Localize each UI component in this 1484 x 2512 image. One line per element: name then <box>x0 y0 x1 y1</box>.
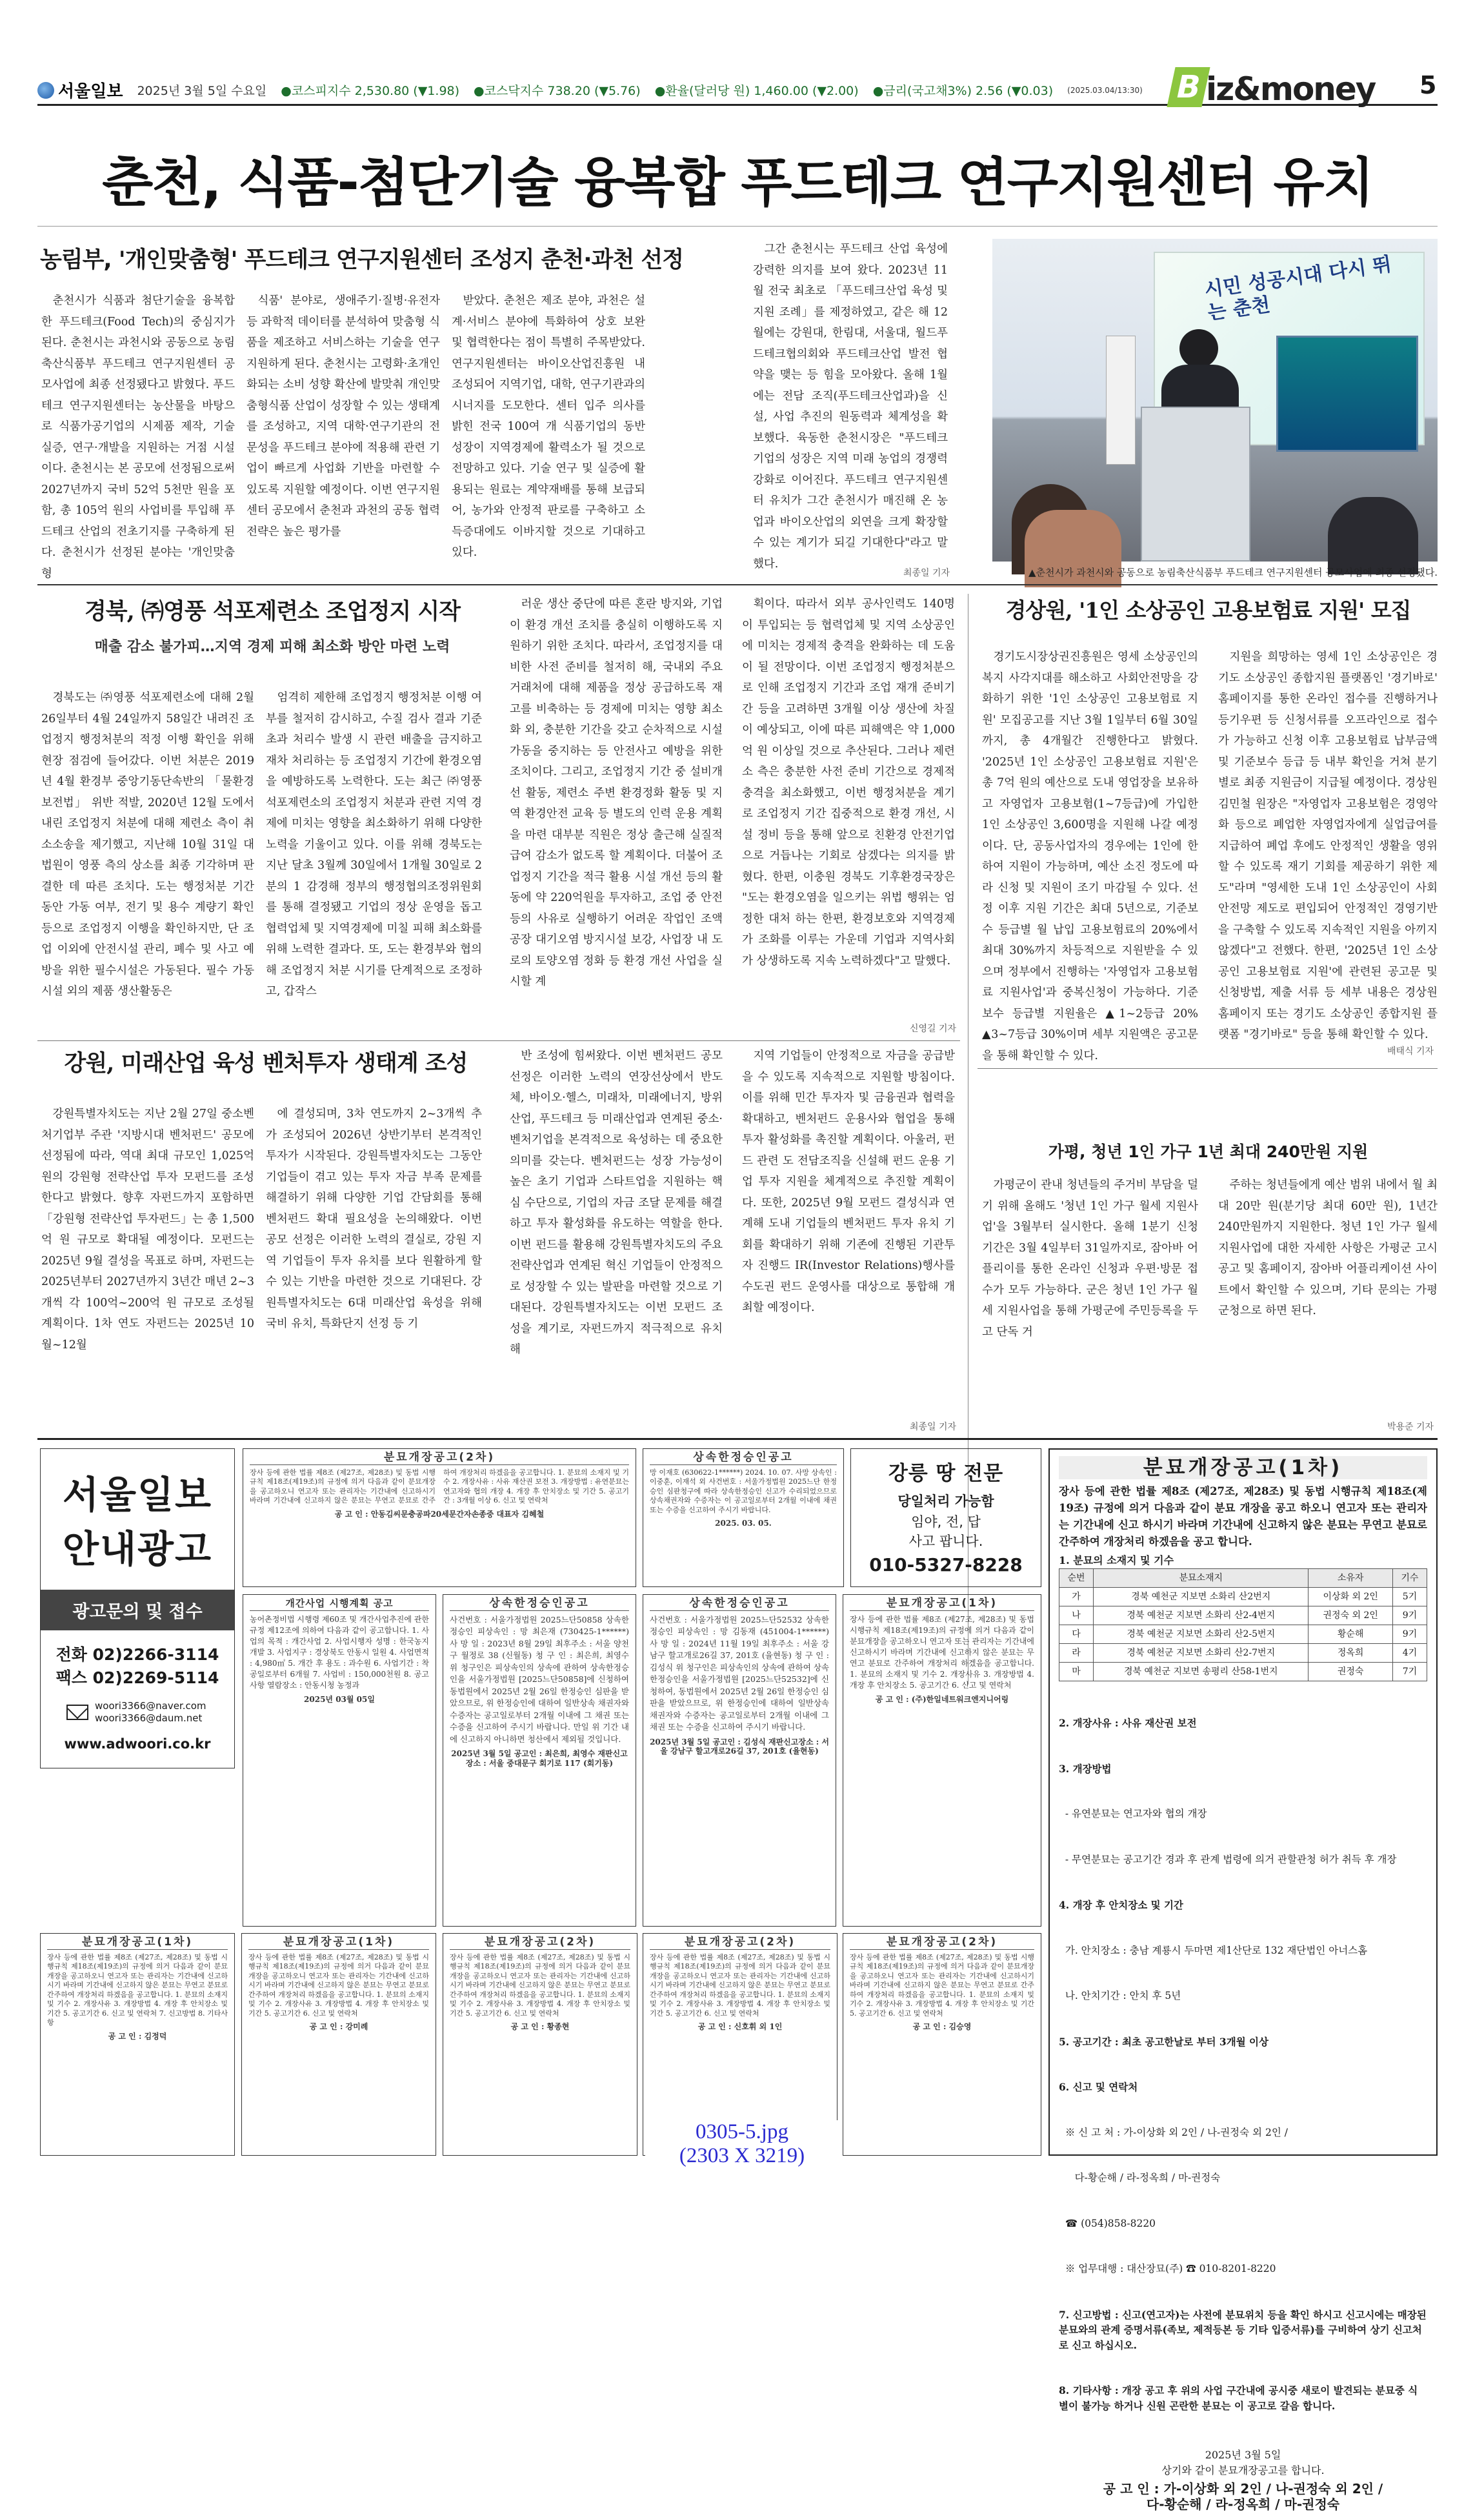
main-text-1: 춘천시가 식품과 첨단기술을 융복합한 푸드테크(Food Tech)의 중심지가 된다. 춘천시는 과천시와 공동으로 농림축산식품부 푸드테크 연구지원센터 공모사업에 최종 선정됐다고 밝혔다. 푸드테크 연구지원센터는 농산물을 바탕으로 식품가공기업의 시제품 제작, 기술 실증, 연구·개발을 지원하는 거점 시설이다. 춘천시는 본 공모에 선정됨으로써 2027년까지 국비 52억 5천만 원을 포함, 총 105억 원의 사업비를 투입해 푸드테크 산업의 전초기지를 구축하게 된다. 춘천시가 선정된 분야는 '개인맞춤형 <box>41 294 235 580</box>
ad-title: 분묘개장공고(1차) <box>47 1938 228 1950</box>
burial-item: 8. 기타사항 : 개장 공고 후 위의 사업 구간내에 공시중 새로이 발견되는 분묘중 식별이 불가능 하거나 신원 곤란한 분묘는 이 공고로 갈음 합니다. <box>1059 2384 1418 2412</box>
table-row: 다 경북 예천군 지보면 소화리 산2-5번지 황순해 9기 <box>1059 1625 1427 1644</box>
ad-burial-main <box>1048 1448 1438 2512</box>
ad-signer: 2025. 03. 05. <box>715 1519 772 1528</box>
table-row: 나 경북 예천군 지보면 소화리 산2-4번지 권정숙 외 2인 9기 <box>1059 1606 1427 1625</box>
gangwon-col-4 <box>742 1046 955 1413</box>
ad-guide-email-row <box>66 1700 234 1725</box>
burial-item: 7. 신고방법 : 신고(연고자)는 사전에 분묘위치 등을 확인 하시고 신고시에는 매장된 분묘와의 관계 증명서류(족보, 제적등본 등 기타 입증서류)를 구비하여 상기 신고처로 신고 하십시오. <box>1059 2308 1430 2351</box>
ad-signer: 공 고 인 : 황종현 <box>510 2022 570 2031</box>
ad-body: 장사 등에 관한 법률 제8조 (제27조, 제28조) 및 동법 시행규칙 제18조(제19조)의 규정에 의거 다음과 같이 분묘개장을 공고하오니 연고자 또는 관리자는 기간내에 신고하시기 바라며 기간내에 신고하지 않은 분묘는 무연고 분묘로 간주하여 개장처리 하겠음을 공고합니다. 1. 분묘의 소재지 및 기수 2. 개장사유 3. 개장방법 4. 개장 후 안치장소 5. 공고기간 6. 신고 및 연락처 <box>850 1614 1034 1690</box>
burial-item: 4. 개장 후 안치장소 및 기간 <box>1059 1899 1183 1911</box>
gangneung-sub: 당일처리 가능함 <box>897 1494 994 1509</box>
gangwon-col-1 <box>41 1104 254 1433</box>
ad-guide-email2[interactable]: woori3366@daum.net <box>95 1712 203 1724</box>
main-col-1 <box>41 290 235 580</box>
scan-footer <box>645 2120 839 2169</box>
gyeongbuk-bottom-rule <box>37 1040 960 1041</box>
main-bottom-rule <box>37 584 1438 585</box>
ad-title: 분묘개장공고(1차) <box>850 1599 1034 1611</box>
ad-guide-contact-title: 광고문의 및 접수 <box>41 1590 234 1630</box>
ad-title: 분묘개장공고(2차) <box>850 1938 1034 1950</box>
section-logo-b: B <box>1167 67 1210 107</box>
burial-main-items <box>1059 1685 1430 2444</box>
gyeongbuk-text-3: 러운 생산 중단에 따른 혼란 방지와, 기업이 환경 개선 조치를 충실히 이행하도록 지원하기 위한 조치다. 따라서, 조업정지를 대비한 사전 준비를 철저히 해, 국내외 주요 거래처에 대해 제품을 정상 공급하도록 재고를 비축하는 등 경제에 미치는 영향 최소화 외, 충분한 기간을 갖고 순차적으로 시설 가동을 중지하는 등 안전사고 예방을 위한 조치이다. 그리고, 조업정지 기간 중 설비개선 활동, 제련소 주변 환경정화 활동 및 지역 환경안전 교육 등 별도의 인력 운용 계획을 마련 대부분 직원은 정상 출근해 실질적 급여 감소가 없도록 할 계획이다. 더불어 조업정지 기간을 적극 활용 시설 개선 등의 활동에 약 220억원을 투자하고, 조업 중 안전 등의 사유로 실행하기 어려운 작업인 조액공장 대기오염 방지시설 보강, 사업장 내 도로의 토양오염 정화 등 환경 개선 사업을 실시할 계 <box>510 598 723 988</box>
ad-body: 장사 등에 관한 법률 제8조 (제27조, 제28조) 및 동법 시행규칙 제18조(제19조)의 규정에 의거 다음과 같이 분묘개장을 공고하오니 연고자 또는 관리자는 기간내에 신고하시기 바라며 기간내에 신고하지 않은 분묘는 무연고 분묘로 간주하여 개장처리 하겠음을 공고합니다. 1. 분묘의 소재지 및 기수 2. 개장사유 3. 개장방법 4. 개장 후 안치장소 및 기간 5. 공고기간 6. 신고 및 연락처 <box>450 1952 630 2018</box>
burial-item: 6. 신고 및 연락처 <box>1059 2081 1138 2093</box>
gangwon-col-2 <box>266 1104 482 1433</box>
burial-th: 분묘소재지 <box>1094 1569 1309 1588</box>
ad-signer: 공 고 인 : 안동김씨문충공파20세문간자손종중 대표자 김혜철 <box>334 1509 545 1519</box>
main-headline: 춘천, 식품-첨단기술 융복합 푸드테크 연구지원센터 유치 <box>102 152 1373 214</box>
photo-speaker <box>1179 329 1218 368</box>
ad-burial-b3 <box>443 1933 637 2156</box>
gyeongbuk-byline: 신영길 기자 <box>910 1024 957 1034</box>
burial-th: 순번 <box>1059 1569 1094 1588</box>
ad-title: 분묘개장공고(2차) <box>450 1938 630 1950</box>
photo-audience-3 <box>1328 497 1418 574</box>
gyeongbuk-title: 경북, ㈜영풍 석포제련소 조업정지 시작 <box>84 598 461 625</box>
burial-main-date: 2025년 3월 5일 <box>1205 2449 1281 2461</box>
gyeongbuk-col-3 <box>510 594 723 1033</box>
kosdaq-index: ●코스닥지수 738.20 (▼5.76) <box>474 84 641 98</box>
ad-body: 장사 등에 관한 법률 제8조 (제27조, 제28조) 및 동법 시행규칙 제18조(제19조)의 규정에 의거 다음과 같이 분묘개장을 공고하오니 연고자 또는 관리자는 기간내에 신고하시기 바라며 기간내에 신고하지 않은 분묘는 무연고 분묘로 간주하여 개장처리 하겠음을 공고합니다. 1. 분묘의 소재지 및 기수 2. 개장사유 3. 개장방법 4. 개장 후 안치장소 및 기간 5. 공고기간 6. 신고 및 연락처 <box>248 1952 429 2018</box>
ad-signer: 공 고 인 : 김승영 <box>912 2022 972 2031</box>
ad-gangneung <box>850 1448 1041 1587</box>
gyeonggi-title: 경상원, '1인 소상공인 고용보험료 지원' 모집 <box>1005 598 1411 623</box>
main-col-3 <box>452 290 645 562</box>
gangneung-phone[interactable]: 010-5327-8228 <box>869 1554 1023 1575</box>
mail-icon <box>66 1705 88 1720</box>
bond-rate: ●금리(국고채3%) 2.56 (▼0.03) <box>872 84 1054 98</box>
ad-burial-2nd-top <box>243 1448 636 1587</box>
ad-signer: 2025년 3월 5일 공고인 : 최은희, 최영수 재판신고장소 : 서울 중대문구 회기로 117 (회기동) <box>451 1749 628 1768</box>
ad-title: 상속한정승인공고 <box>650 1453 837 1465</box>
photo-screen <box>1276 336 1418 452</box>
ad-title: 개간사업 시행계획 공고 <box>250 1599 429 1611</box>
ad-body: 장사 등에 관한 법률 제8조 (제27조, 제28조) 및 동법 시행규칙 제18조(제19조)의 규정에 의거 다음과 같이 분묘개장을 공고하오니 연고자 또는 관리자는 기간내에 신고하시기 바라며 기간내에 신고하지 않은 분묘는 무연고 분묘로 간주하여 개장처리 하겠음을 공고합니다. 1. 분묘의 소재지 및 기수 2. 개장사유 3. 개장방법 4. 개장 후 안치장소 및 기간 5. 공고기간 6. 신고 및 연락처 <box>650 1952 830 2018</box>
photo-banner-text: 시민 성공시대 다시 뛰는 춘천 <box>1203 252 1393 325</box>
ad-guide-brand1: 서울일보 <box>62 1473 213 1517</box>
ad-body: 사건번호 : 서울가정법원 2025느단50858 상속한정승인 피상속인 : 망 최은재 (730425-1******) 사 망 일 : 2023년 8월 29일 최후주소 : 서울 양천구 월정로 38 (신월동) 청 구 인 : 최은희, 최영수 위 청구인은 피상속인의 상속에 관하여 상속한정승인을 서울가정법원 [2025느단50858]에 신청하여 동법원에서 2025년 2월 26일 한정승인 심판을 받았으므로, 위 한정승인에 대하여 일반상속 채권자와 수증자는 공고일로부터 2개월 이내에 그 채권 또는 수증을 신고하여 주시기 바랍니다. 만일 위 기간 내에 신고하지 아니하면 청산에서 제외될 것입니다. <box>450 1614 629 1744</box>
gyeonggi-byline: 배태식 기자 <box>1387 1046 1434 1057</box>
ad-signer: 공 고 인 : (주)한일네트워크엔지니어링 <box>875 1694 1009 1704</box>
ad-signer: 2025년 3월 5일 공고인 : 김성식 재판신고장소 : 서울 강남구 할고개로26길 37, 201호 (율현동) <box>650 1737 829 1756</box>
table-row: 마 경북 예천군 지보면 송평리 산58-1번지 권정숙 7기 <box>1059 1663 1427 1681</box>
gapyeong-title: 가평, 청년 1인 가구 1년 최대 240만원 지원 <box>1048 1142 1369 1161</box>
burial-item: ※ 신 고 처 : 가-이상화 외 2인 / 나-권정숙 외 2인 / <box>1059 2126 1288 2138</box>
gyeonggi-text-1: 경기도시장상권진흥원은 영세 소상공인의 복지 사각지대를 해소하고 사회안전망을 강화하기 위한 '1인 소상공인 고용보험료 지원' 모집공고를 지난 3월 1일부터 6월 30일까지, 총 4개월간 진행한다고 밝혔다. '2025년 1인 소상공인 고용보험료 지원'은 총 7억 원의 예산으로 도내 영업장을 보유하고 자영업자 고용보험(1~7등급)에 가입한 1인 소상공인 3,600명을 지원해 나갈 예정이다. 단, 공동사업자의 경우에는 1인에 한하여 지원이 가능하며, 예산 소진 정도에 따라 신청 및 지원이 조기 마감될 수 있다. 선정 이후 지원 기간은 최대 5년으로, 기준보수 등급별 월 납입 고용보험료의 20%에서 최대 30%까지 차등적으로 지원받을 수 있으며 정부에서 진행하는 '자영업자 고용보험료 지원사업'과 중복신청이 가능하다. 기준보수 등급별 지원율은 ▲1~2등급 20% ▲3~7등급 30%이며 세부 지원액은 공고문을 통해 확인할 수 있다. <box>982 651 1198 1062</box>
gangwon-byline: 최종일 기자 <box>910 1422 957 1432</box>
ad-inheritance-1 <box>443 1594 636 1927</box>
gangwon-text-1: 강원특별자치도는 지난 2월 27일 중소벤처기업부 주관 '지방시대 벤처펀드' 공모에 선정됨에 따라, 역대 최대 규모인 1,025억 원의 강원형 전략산업 투자 모펀드를 조성한다고 밝혔다. 향후 자펀드까지 포함하면 「강원형 전략산업 투자펀드」는 총 1,500억 원 규모로 확대될 예정이다. 모펀드는 2025년 9월 결성을 목표로 하며, 자펀드는 2025년부터 2027년까지 3년간 매년 2~3개씩 각 100억~200억 원 규모로 조성될 계획이다. 1차 연도 자펀드는 2025년 10월~12월 <box>41 1108 254 1352</box>
burial-item: 다-황순해 / 라-정옥희 / 마-권정숙 <box>1059 2172 1221 2183</box>
burial-item: 가. 안치장소 : 충남 계룡시 두마면 제1산단로 132 재단법인 아너스홈 <box>1059 1944 1368 1956</box>
section-logo <box>1171 54 1375 107</box>
main-subhead: 농림부, '개인맞춤형' 푸드테크 연구지원센터 조성지 춘천·과천 선정 <box>40 247 684 273</box>
ad-reclamation-plan <box>243 1594 436 1927</box>
ad-body: 장사 등에 관한 법률 제8조 (제27조, 제28조) 및 동법 시행규칙 제18조(제19조)의 규정에 의거 다음과 같이 분묘개장을 공고하오니 연고자 또는 관리자는 기간내에 신고하시기 바라며 기간내에 신고하지 않은 분묘는 무연고 분묘로 간주하여 개장처리 하겠음을 공고합니다. 1. 분묘의 소재지 및 기수 2. 개장사유 3. 개장방법 4. 개장 후 안치장소 및 기간 5. 공고기간 6. 신고 및 연락처 <box>850 1952 1034 2018</box>
gangwon-text-3: 반 조성에 힘써왔다. 이번 벤처펀드 공모 선정은 이러한 노력의 연장선상에서 반도체, 바이오·헬스, 미래차, 미래에너지, 방위산업, 푸드테크 등 미래산업과 연계된 중소·벤처기업을 본격적으로 육성하는 데 중요한 의미를 갖는다. 벤처펀드는 성장 가능성이 높은 초기 기업과 스타트업을 지원하는 핵심 수단으로, 기업의 자금 조달 문제를 해결하고 투자 활성화를 유도하는 역할을 한다. 이번 펀드를 활용해 강원특별자치도의 주요 전략산업과 연계된 혁신 기업들이 안정적으로 성장할 수 있는 발판을 마련할 것으로 기대된다. 강원특별자치도는 이번 모펀드 조성을 계기로, 자펀드까지 적극적으로 유치해 <box>510 1049 723 1356</box>
scan-filename-text: 0305-5.jpg <box>696 2120 788 2143</box>
gangneung-line: 임야, 전, 답 <box>911 1514 981 1530</box>
ad-burial-b2 <box>241 1933 436 2156</box>
ad-burial-b1 <box>40 1933 235 2156</box>
market-timestamp: (2025.03.04/13:30) <box>1067 85 1143 95</box>
burial-item: ☎ (054)858-8220 <box>1059 2217 1156 2229</box>
ad-body: 망 이재호 (630622-1******) 2024. 10. 07. 사망 상속인 : 이중훈, 이재석 외 사건번호 : 서울가정법원 2025느단 한정승인 심판청구에 따라 상속한정승인 신고가 수리되었으므로 상속채권자와 수증자는 이 공고일로부터 2개월 이내에 채권 또는 수증을 신고하여 주시기 바랍니다. <box>650 1468 837 1514</box>
gyeongbuk-text-4: 획이다. 따라서 외부 공사인력도 140명이 투입되는 등 협력업체 및 지역 소상공인에 미치는 경제적 충격을 완화하는 데 도움이 될 전망이다. 이번 조업정지 행정처분으로 인해 조업정지 기간과 조업 재개 준비기간 등을 고려하면 3개월 이상 생산에 차질이 예상되고, 이에 따른 피해액은 약 1,000억 원 이상일 것으로 추산된다. 그러나 제련소 측은 충분한 사전 준비 기간으로 경제적 충격을 최소화했고, 이번 행정처분을 계기로 조업정지 기간 집중적으로 환경 개선, 시설 정비 등을 통해 앞으로 친환경 안전기업으로 거듭나는 기회로 삼겠다는 의지를 밝혔다. 한편, 이충원 경북도 기후환경국장은 "도는 환경오염을 일으키는 위법 행위는 엄정한 대처 하는 한편, 환경보호와 지역경제가 조화를 이루는 가운데 기업과 지역사회가 상생하도록 지속 노력하겠다"고 말했다. <box>742 598 955 967</box>
gyeongbuk-col-2 <box>266 687 482 1036</box>
gyeongbuk-text-2: 엄격히 제한해 조업정지 행정처분 이행 여부를 철저히 감시하고, 수질 검사 결과 기준 초과 처리수 발생 시 관련 배출을 금지하고 재차 처리하는 등 조업정지 기간에 환경오염을 예방하도록 노력한다. 도는 최근 ㈜영풍 석포제련소의 조업정지 처분과 관련 지역 경제에 미치는 영향을 최소화하기 위해 다양한 노력을 기울이고 있다. 이를 위해 경북도는 지난 달초 3월께 30일에서 1개월 30일로 2분의 1 감경해 정부의 행정협의조정위원회를 통해 결정됐고 기업의 정상 운영을 돕고 협력업체 및 지역경제에 미칠 피해 최소화를 위해 노력한 결과다. 또, 도는 환경부와 협의해 조업정지 처분 시기를 단계적으로 조정하고, 갑작스 <box>266 691 482 998</box>
ad-title: 분묘개장공고(2차) <box>650 1938 830 1950</box>
burial-main-intro: 장사 등에 관한 법률 제8조 (제27조, 제28조) 및 동법 시행규칙 제18조(제19조) 규정에 의거 다음과 같이 분묘 개장을 공고 하오니 연고자 또는 관리자는 기간내에 신고 하시기 바라며 기간내에 신고하지 않은 분묘는 무연고 분묘로 간주하여 개장처리 하겠음을 공고 합니다. <box>1059 1485 1427 1548</box>
burial-main-title: 분묘개장공고(1차) <box>1059 1456 1427 1479</box>
ad-guide-email1[interactable]: woori3366@naver.com <box>95 1700 206 1712</box>
page-number: 5 <box>1419 71 1437 99</box>
ad-body: 농어촌정비법 시행령 제60조 및 개간사업추진에 관한 규정 제12조에 의하여 다음과 같이 공고합니다. 1. 사업의 목적 : 개간사업 2. 사업시행자 성명 : 한국농지개발 3. 사업지구 : 경상북도 안동시 일원 4. 사업면적 : 4,980㎡ 5. 개간 후 용도 : 과수원 6. 사업기간 : 착공일로부터 6개월 7. 사업비 : 150,000천원 8. 공고사항 열람장소 : 안동시청 농정과 <box>250 1614 429 1690</box>
gangneung-title: 강릉 땅 전문 <box>888 1462 1004 1485</box>
ad-title: 상속한정승인공고 <box>450 1599 629 1611</box>
main-text-3: 받았다. 춘천은 제조 분야, 과천은 설계·서비스 분야에 특화하여 상호 보완 및 협력한다는 점이 특별히 주목받았다. 연구지원센터는 바이오산업진흥원 내 조성되어 지역기업, 대학, 연구기관과의 시너지를 도모한다. 센터 입주 의사를 밝힌 전국 100여 개 식품기업의 동반 성장이 지역경제에 활력소가 될 것으로 전망하고 있다. 기술 연구 및 실증에 활용되는 원료는 계약재배를 통해 보급되어, 농가와 안정적 판로를 구축하고 소득증대에도 이바지할 것으로 기대하고 있다. <box>452 294 645 559</box>
ad-signer: 2025년 03월 05일 <box>304 1694 375 1704</box>
scan-dims: (2303 X 3219) <box>679 2144 805 2167</box>
photo-flag <box>1106 336 1136 465</box>
gapyeong-text-2: 주하는 청년들에게 예산 범위 내에서 월 최대 20만 원(분기당 최대 60만 원), 1년간 240만원까지 지원한다. 청년 1인 가구 월세 지원사업에 대한 자세한 사항은 가평군 고시공고 및 홈페이지, 잠아바 어플리케이션 사이트에서 확인할 수 있으며, 기타 문의는 가평군청으로 하면 된다. <box>1218 1179 1438 1317</box>
ads-top-rule <box>37 1438 1438 1440</box>
photo-podium <box>1141 407 1250 562</box>
gangwon-title: 강원, 미래산업 육성 벤처투자 생태계 조성 <box>64 1050 468 1077</box>
section-logo-text: iz&money <box>1206 70 1376 108</box>
main-col-4 <box>753 239 948 571</box>
gyeongbuk-col-1 <box>41 687 254 1036</box>
main-text-4: 그간 춘천시는 푸드테크 산업 육성에 강력한 의지를 보여 왔다. 2023년 11월 전국 최초로 「푸드테크산업 육성 및 지원 조례」를 제정하였고, 같은 해 12월에는 강원대, 한림대, 서울대, 월드푸드테크협의회와 푸드테크산업 발전 협약을 맺는 등 힘을 모아왔다. 올해 1월에는 전담 조직(푸드테크산업과)을 신설, 사업 추진의 원동력과 체계성을 확보했다. 육동한 춘천시장은 "푸드테크 기업의 성장은 지역 미래 농업의 경쟁력 강화로 이어진다. 푸드테크 연구지원센터 유치가 그간 춘천시가 매진해 온 농업과 바이오산업의 외연을 크게 확장할 수 있는 계기가 되길 기대한다"라고 말했다. <box>753 243 948 571</box>
newspaper-logo <box>37 78 123 102</box>
ad-inheritance-2 <box>643 1594 836 1927</box>
ad-title: 분묘개장공고(1차) <box>248 1938 429 1950</box>
gyeongbuk-text-1: 경북도는 ㈜영풍 석포제련소에 대해 2월 26일부터 4월 24일까지 58일간 내려진 조업정지 행정처분의 적정 이행 확인을 위해 현장 점검에 들어갔다. 이번 처분은 2019년 4월 환경부 중앙기동단속반의 「물환경보전법」 위반 적발, 2020년 12월 도에서 내린 조업정지 처분에 대해 제련소 측이 취소소송을 제기했고, 지난해 10월 31일 대법원이 영풍 측의 상소를 최종 기각하며 판결한 데 따른 조치다. 도는 행정처분 기간 동안 가동 여부, 전기 및 용수 계량기 확인 등으로 조업정지 이행을 확인하지만, 단 조업 이외에 안전시설 관리, 폐수 및 사고 예방을 위한 필수시설은 가동된다. 필수 가동 시설 외의 제품 생산활동은 <box>41 691 254 998</box>
burial-main-owner: 공 고 인 : 가-이상화 외 2인 / 나-권정숙 외 2인 / <box>1103 2481 1383 2497</box>
ad-guide-brand2: 안내광고 <box>62 1527 213 1571</box>
gangwon-text-2: 에 결성되며, 3차 연도까지 2~3개씩 추가 조성되어 2026년 상반기부터 본격적인 투자가 시작된다. 강원특별자치도는 그동안 기업들이 겪고 있는 투자 자금 부족 문제를 해결하기 위해 다양한 기업 간담회를 통해 벤처펀드 확대 필요성을 논의해왔다. 이번 공모 선정은 이러한 노력의 결실로, 강원 지역 기업들이 투자 유치를 보다 원활하게 할 수 있는 기반을 마련한 것으로 기대된다. 강원특별자치도는 6대 미래산업 육성을 위해 국비 유치, 특화단지 선정 등 기 <box>266 1108 482 1330</box>
gangneung-line2: 사고 팝니다. <box>908 1534 983 1549</box>
main-photo <box>992 239 1438 562</box>
kospi-index: ●코스피지수 2,530.80 (▼1.98) <box>281 84 460 98</box>
issue-date: 2025년 3월 5일 수요일 <box>137 84 267 98</box>
gapyeong-text-1: 가평군이 관내 청년들의 주거비 부담을 덜기 위해 올해도 '청년 1인 가구 월세 지원사업'을 3월부터 실시한다. 올해 1분기 신청 기간은 3월 4일부터 31일까지로, 잠아바 어플리이를 통한 온라인 신청과 우편·방문 접수가 모두 가능하다. 군은 청년 1인 가구 월세 지원사업을 통해 가평군에 주민등록을 두고 단독 거 <box>982 1179 1198 1339</box>
photo-caption: ▲춘천시가 과천시와 공동으로 농림축산식품부 푸드테크 연구지원센터 공모사업에 최종 선정됐다. <box>1028 567 1438 578</box>
ad-burial-1st-mid <box>843 1594 1041 1927</box>
gapyeong-col-2 <box>1218 1175 1438 1413</box>
main-text-2: 식품' 분야로, 생애주기·질병·유전자 등 과학적 데이터를 분석하여 맞춤형 식품을 제조하고 서비스하는 기술을 연구 지원하게 된다. 춘천시는 고령화·초개인화되는 소비 성향 확산에 발맞춰 개인맞춤형식품 산업이 성장할 수 있는 생태계를 조성하고, 지역 대학·연구기관의 전문성을 푸드테크 분야에 적용해 관련 기업이 빠르게 사업화 기반을 마련할 수 있도록 지원할 예정이다. 이번 연구지원센터 공모에서 춘천과 과천의 공동 협력 전략은 높은 평가를 <box>246 294 440 538</box>
ad-body: 사건번호 : 서울가정법원 2025느단52532 상속한정승인 피상속인 : 망 김동재 (451004-1******) 사 망 일 : 2024년 11월 19일 최후주소 : 서울 강남구 할고개로26길 37, 201호 (율현동) 청 구 인 : 김성식 위 청구인은 피상속인의 상속에 관하여 상속한정승인을 서울가정법원 [2025느단52532]에 신청하여, 동법원에서 2025년 2월 26일 한정승인 심판을 받았으므로, 위 한정승인에 대하여 일반상속 채권자와 수증자는 공고일로부터 2개월 이내에 그 채권 또는 수증을 신고하여 주시기 바랍니다. <box>650 1614 829 1732</box>
gyeongbuk-col-4 <box>742 594 955 1013</box>
burial-table <box>1059 1568 1427 1681</box>
burial-item: - 유연분묘는 연고자와 협의 개장 <box>1059 1808 1207 1819</box>
gapyeong-col-1 <box>982 1175 1198 1433</box>
gyeonggi-col-2 <box>1218 647 1438 1041</box>
gangwon-col-3 <box>510 1046 723 1433</box>
gangwon-text-4: 지역 기업들이 안정적으로 자금을 공급받을 수 있도록 지속적으로 지원할 방침이다. 이를 위해 민간 투자자 및 금융권과 협력을 확대하고, 벤처펀드 운용사와 협업을 통해 투자 활성화를 촉진할 계획이다. 아울러, 펀드 관련 도 전담조직을 신설해 펀드 운용 기업 투자 지원을 체계적으로 추진할 계획이다. 또한, 2025년 9월 모펀드 결성식과 연계해 도내 기업들의 벤처펀드 투자 유치 기회를 확대하기 위해 기존에 진행된 기관투자 진행드 IR(Investor Relations)행사를 수도권 펀드 운영사를 대상으로 통합해 개최할 예정이다. <box>742 1049 955 1314</box>
gyeonggi-text-2: 지원을 희망하는 영세 1인 소상공인은 경기도 소상공인 종합지원 플랫폼인 '경기바로' 홈페이지를 통한 온라인 접수를 진행하거나 등기우편 등 신청서류를 오프라인으로 접수가 가능하고 신청 이후 고용보험료 납부금액 및 기준보수 등급 등 내부 확인을 거쳐 분기별로 최종 지원금이 지급될 예정이다. 경상원 김민철 원장은 "자영업자 고용보험은 경영악화 등으로 폐업한 자영업자에게 실업급여를 지급하여 폐업 후에도 안정적인 생활을 영위할 수 있도록 재기 기회를 제공하기 위한 제도"라며 "영세한 도내 1인 소상공인이 사회안전망 제도로 편입되어 안정적인 경영기반을 구축할 수 있도록 지속적인 지원을 아끼지 않겠다"고 전했다. 한편, '2025년 1인 소상공인 고용보험료 지원'에 관련된 공고문 및 신청방법, 제출 서류 등 세부 내용은 경상원 홈페이지 또는 경기도 소상공인 종합지원 플랫폼 "경기바로" 등을 통해 확인할 수 있다. <box>1218 651 1438 1041</box>
ad-title: 상속한정승인공고 <box>650 1599 829 1611</box>
globe-icon <box>37 82 54 99</box>
table-row: 라 경북 예천군 지보면 소화리 산2-7번지 정옥희 4기 <box>1059 1644 1427 1663</box>
ad-title: 분묘개장공고(2차) <box>250 1453 629 1465</box>
burial-item: ※ 업무대행 : 대산장묘(주) ☎ 010-8201-8220 <box>1059 2263 1276 2274</box>
gyeonggi-col-1 <box>982 647 1198 1060</box>
ad-guide-box <box>40 1448 235 1768</box>
main-col-2 <box>246 290 440 574</box>
fx-rate: ●환율(달러당 원) 1,460.00 (▼2.00) <box>654 84 859 98</box>
ad-inheritance-top <box>643 1448 844 1587</box>
gapyeong-top-rule <box>978 1068 1438 1069</box>
ad-body: 장사 등에 관한 법률 제8조 (제27조, 제28조) 및 동법 시행규칙 제18조(제19조)의 규정에 의거 다음과 같이 분묘개장을 공고하오니 연고자 또는 관리자는 기간내에 신고하시기 바라며 기간내에 신고하지 않은 분묘는 무연고 분묘로 간주하여 개장처리 하겠음을 공고합니다. 1. 분묘의 소재지 및 기수 2. 개장사유 : 사유 재산권 보전 3. 개장방법 : 유연분묘는 연고자와 협의 개장 4. 개장 후 안치장소 및 기간 5. 공고기간 : 3개월 이상 6. 신고 및 연락처 <box>250 1468 629 1504</box>
main-byline: 최종일 기자 <box>903 568 950 578</box>
ad-guide-tel[interactable]: 전화 02)2266-3114 <box>55 1645 219 1664</box>
newspaper-name: 서울일보 <box>58 82 123 101</box>
burial-th: 소유자 <box>1309 1569 1392 1588</box>
gyeongbuk-subtitle: 매출 감소 불가피…지역 경제 피해 최소화 방안 마련 노력 <box>94 639 450 655</box>
burial-item: 나. 안치기간 : 안치 후 5년 <box>1059 1990 1181 2001</box>
burial-th: 기수 <box>1392 1569 1427 1588</box>
ad-guide-web[interactable]: www.adwoori.co.kr <box>64 1736 211 1752</box>
burial-item: 5. 공고기간 : 최초 공고한날로 부터 3개월 이상 <box>1059 2035 1269 2048</box>
ad-signer: 공 고 인 : 강미례 <box>309 2022 368 2031</box>
ad-guide-fax: 팩스 02)2269-5114 <box>55 1668 219 1687</box>
table-row: 가 경북 예천군 지보면 소화리 산2번지 이상화 외 2인 5기 <box>1059 1588 1427 1606</box>
burial-main-closing: 상기와 같이 분묘개장공고를 합니다. <box>1161 2464 1325 2477</box>
headline-rule <box>37 226 1438 227</box>
ad-body: 장사 등에 관한 법률 제8조 (제27조, 제28조) 및 동법 시행규칙 제18조(제19조)의 규정에 의거 다음과 같이 분묘개장을 공고하오니 연고자 또는 관리자는 기간내에 신고하시기 바라며 기간내에 신고하지 않은 분묘는 무연고 분묘로 간주하여 개장처리 하겠음을 공고합니다. 1. 분묘의 소재지 및 기수 2. 개장사유 3. 개장방법 4. 개장 후 안치장소 및 기간 5. 공고기간 6. 신고 및 연락처 7. 신고방법 8. 기타사항 <box>47 1952 228 2027</box>
burial-main-sec1: 1. 분묘의 소재지 및 기수 <box>1059 1554 1174 1566</box>
burial-main-owner2: 다-황순해 / 라-정옥희 / 마-권정숙 <box>1146 2497 1340 2512</box>
burial-item: 3. 개장방법 <box>1059 1762 1112 1775</box>
burial-item: - 무연분묘는 공고기간 경과 후 관계 법령에 의거 관할관청 허가 취득 후 개장 <box>1059 1853 1397 1865</box>
ad-burial-b5 <box>843 1933 1041 2156</box>
burial-item: 2. 개장사유 : 사유 재산권 보전 <box>1059 1717 1197 1729</box>
ad-signer: 공 고 인 : 김정덕 <box>108 2031 167 2041</box>
ad-signer: 공 고 인 : 신호휘 외 1인 <box>697 2022 783 2031</box>
gapyeong-byline: 박용준 기자 <box>1387 1422 1434 1432</box>
